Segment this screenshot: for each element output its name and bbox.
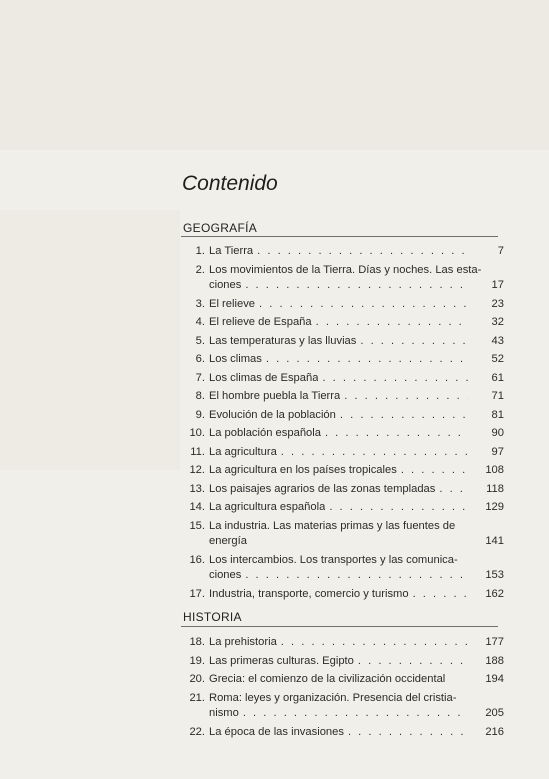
section-heading-geografia: GEOGRAFÍA: [183, 221, 258, 235]
dot-leader: [329, 500, 468, 516]
entry-title: Las temperaturas y las lluvias: [209, 334, 357, 347]
entry-title: La agricultura española: [209, 501, 326, 513]
toc-entry: [183, 463, 504, 479]
entry-page: 90: [491, 427, 504, 439]
entry-title: El hombre puebla la Tierra: [209, 390, 341, 402]
entry-page: 177: [485, 636, 504, 648]
dot-leader: [348, 725, 468, 741]
toc-entry: [183, 445, 504, 461]
entry-title: Evolución de la población: [209, 408, 336, 421]
toc-entry: [183, 263, 504, 294]
toc-entry: [183, 654, 504, 670]
entry-title: La Tierra: [209, 245, 254, 257]
entry-number: 18.: [189, 636, 205, 648]
toc-entry: [183, 725, 504, 741]
entry-title-line1: La industria. Las materias primas y las fuentes de: [209, 519, 456, 532]
dot-leader: [340, 408, 468, 424]
toc-entry: [183, 389, 504, 405]
entry-title: La agricultura en los países tropicales: [209, 464, 397, 476]
entry-page: 23: [491, 297, 504, 310]
dot-leader: [245, 278, 468, 294]
entry-number: 12.: [189, 464, 205, 476]
dot-leader: [245, 568, 468, 584]
entry-page: 153: [485, 569, 504, 581]
entry-title-line1: Los movimientos de la Tierra. Días y noches. Las esta-: [209, 263, 482, 276]
entry-number: 5.: [195, 334, 205, 347]
entry-number: 22.: [189, 725, 205, 738]
entry-title-line2: ciones: [209, 279, 242, 291]
entry-title: Los climas: [209, 353, 262, 365]
toc-entry: [183, 553, 504, 584]
entry-number: 2.: [195, 263, 205, 276]
entry-page: 52: [491, 353, 504, 365]
toc-entry: [183, 672, 504, 688]
entry-number: 14.: [189, 501, 205, 513]
entry-title: Las primeras culturas. Egipto: [209, 654, 354, 667]
toc-entry: [183, 500, 504, 516]
entry-number: 16.: [189, 553, 205, 566]
entry-title-line1: Roma: leyes y organización. Presencia del cristia-: [209, 691, 457, 704]
entry-page: 17: [491, 279, 504, 291]
entry-page: 108: [485, 464, 504, 476]
entry-number: 21.: [189, 691, 205, 704]
entry-title-line1: Los intercambios. Los transportes y las comunica-: [209, 553, 458, 566]
entry-page: 205: [485, 707, 504, 719]
toc-geografia: [183, 244, 504, 602]
entry-page: 188: [485, 654, 504, 667]
entry-title: Grecia: el comienzo de la civilización occidental: [209, 673, 446, 685]
entry-number: 13.: [189, 482, 205, 495]
entry-page: 118: [486, 482, 504, 495]
dot-leader: [439, 482, 468, 498]
entry-page: 61: [491, 371, 504, 384]
entry-title: El relieve: [209, 297, 256, 310]
entry-title: La agricultura: [209, 445, 277, 458]
entry-page: 71: [491, 390, 504, 402]
entry-number: 11.: [190, 445, 205, 458]
entry-title: La prehistoria: [209, 636, 277, 648]
entry-page: 141: [485, 535, 504, 547]
entry-page: 216: [485, 725, 504, 738]
section-rule-historia: [181, 626, 498, 627]
entry-number: 10.: [189, 427, 205, 439]
entry-number: 1.: [195, 245, 205, 257]
entry-number: 7.: [195, 371, 205, 384]
dot-leader: [401, 463, 468, 479]
entry-page: 162: [485, 587, 504, 600]
toc-entry: [183, 587, 504, 603]
entry-number: 15.: [189, 519, 205, 532]
toc-entry: [183, 482, 504, 498]
dot-leader: [281, 445, 468, 461]
entry-title: Los climas de España: [209, 371, 319, 384]
entry-title: Industria, transporte, comercio y turismo: [209, 587, 409, 600]
entry-title: El relieve de España: [209, 316, 312, 328]
entry-title-line2: ciones: [209, 569, 242, 581]
entry-number: 4.: [195, 316, 205, 328]
toc-entry: [183, 519, 504, 550]
toc-entry: [183, 334, 504, 350]
toc-entry: [183, 315, 504, 331]
dot-leader: [316, 315, 468, 331]
dot-leader: [281, 635, 468, 651]
toc-entry: [183, 408, 504, 424]
contents-title: Contenido: [182, 172, 278, 195]
dot-leader: [259, 297, 468, 313]
dot-leader: [360, 334, 468, 350]
toc-entry: [183, 691, 504, 722]
toc-historia: [183, 635, 504, 740]
entry-title-line2: nismo: [209, 707, 239, 719]
dot-leader: [358, 654, 468, 670]
dot-leader: [243, 706, 468, 722]
dot-leader: [257, 244, 468, 260]
entry-page: 32: [491, 316, 504, 328]
entry-number: 17.: [189, 587, 205, 600]
show-through-block: [0, 0, 549, 150]
toc-entry: [183, 426, 504, 442]
toc-entry: [183, 244, 504, 260]
dot-leader: [325, 426, 468, 442]
show-through-photo: [0, 210, 180, 470]
toc-entry: [183, 352, 504, 368]
toc-entry: [183, 297, 504, 313]
entry-page: 194: [485, 673, 504, 685]
entry-title-line2: energía: [209, 535, 247, 547]
entry-number: 6.: [195, 353, 205, 365]
entry-number: 20.: [189, 673, 205, 685]
dot-leader: [266, 352, 468, 368]
section-rule-geografia: [181, 236, 498, 237]
entry-page: 81: [491, 408, 504, 421]
entry-title: La época de las invasiones: [209, 725, 344, 738]
entry-number: 9.: [195, 408, 205, 421]
entry-page: 129: [485, 501, 504, 513]
toc-entry: [183, 371, 504, 387]
entry-number: 8.: [195, 390, 205, 402]
section-heading-historia: HISTORIA: [183, 610, 242, 624]
entry-page: 7: [497, 245, 504, 257]
dot-leader: [322, 371, 468, 387]
entry-title: Los paisajes agrarios de las zonas templadas: [209, 482, 436, 495]
entry-page: 43: [491, 334, 504, 347]
entry-page: 97: [491, 445, 504, 458]
entry-title: La población española: [209, 427, 321, 439]
toc-entry: [183, 635, 504, 651]
entry-number: 3.: [195, 297, 205, 310]
dot-leader: [344, 389, 468, 405]
entry-number: 19.: [189, 654, 205, 667]
dot-leader: [413, 587, 468, 603]
